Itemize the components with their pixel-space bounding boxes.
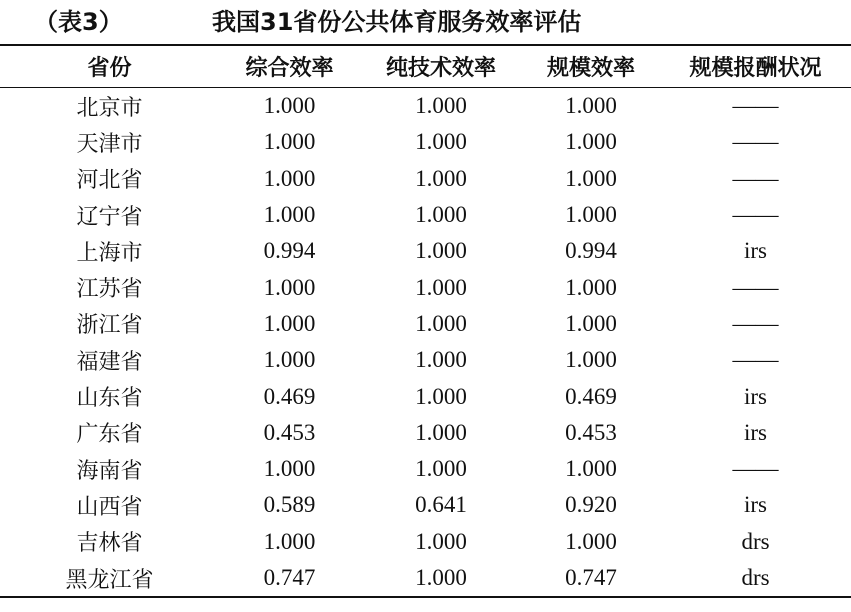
pure-technical-efficiency-cell: 1.000 [415, 456, 467, 482]
overall-efficiency-cell: 0.589 [263, 492, 316, 518]
overall-efficiency-cell: 1.000 [263, 456, 316, 482]
header-scale-efficiency: 规模效率 [546, 56, 635, 81]
header-overall-efficiency: 综合效率 [245, 56, 334, 81]
province-cell: 江苏省 [76, 277, 143, 303]
scale-efficiency-cell: 0.920 [565, 492, 617, 518]
pure-technical-efficiency-cell: 1.000 [415, 202, 467, 228]
pure-technical-efficiency-cell: 1.000 [415, 129, 467, 155]
scale-efficiency-cell: 1.000 [565, 129, 617, 155]
header-returns-to-scale: 规模报酬状况 [689, 56, 822, 81]
province-cell: 浙江省 [76, 313, 143, 339]
scale-efficiency-cell: 1.000 [565, 202, 617, 228]
province-cell: 天津市 [76, 131, 143, 157]
scale-efficiency-cell: 0.453 [565, 419, 617, 445]
scale-efficiency-cell: 1.000 [565, 456, 617, 482]
scale-efficiency-cell: 1.000 [565, 93, 617, 119]
table-row [0, 451, 851, 487]
pure-technical-efficiency-cell: 1.000 [415, 310, 467, 336]
overall-efficiency-cell: 1.000 [263, 528, 316, 554]
returns-to-scale-cell: irs [744, 238, 767, 264]
table-number: （表3） [34, 8, 123, 36]
table-row [0, 560, 851, 596]
province-cell: 河北省 [76, 168, 143, 194]
returns-to-scale-cell: —— [732, 165, 779, 191]
overall-efficiency-cell: 1.000 [263, 202, 316, 228]
overall-efficiency-cell: 1.000 [263, 274, 316, 300]
overall-efficiency-cell: 1.000 [263, 165, 316, 191]
pure-technical-efficiency-cell: 1.000 [415, 165, 467, 191]
table-row [0, 269, 851, 305]
overall-efficiency-cell: 1.000 [263, 347, 316, 373]
returns-to-scale-cell: —— [732, 202, 779, 228]
returns-to-scale-cell: —— [732, 129, 779, 155]
province-cell: 福建省 [76, 349, 143, 375]
pure-technical-efficiency-cell: 1.000 [415, 274, 467, 300]
province-cell: 广东省 [76, 422, 143, 448]
header-pure-technical-efficiency: 纯技术效率 [385, 56, 496, 81]
pure-technical-efficiency-cell: 1.000 [415, 93, 467, 119]
province-cell: 吉林省 [76, 531, 143, 557]
pure-technical-efficiency-cell: 1.000 [415, 238, 467, 264]
pure-technical-efficiency-cell: 1.000 [415, 419, 467, 445]
bottom-rule [0, 596, 851, 598]
province-cell: 山东省 [76, 386, 143, 412]
pure-technical-efficiency-cell: 1.000 [415, 528, 467, 554]
table-title: 我国31省份公共体育服务效率评估 [212, 8, 582, 36]
pure-technical-efficiency-cell: 1.000 [415, 383, 467, 409]
table-body [0, 88, 851, 596]
table-row [0, 233, 851, 269]
table-row [0, 124, 851, 160]
returns-to-scale-cell: drs [741, 528, 770, 554]
scale-efficiency-cell: 1.000 [565, 165, 617, 191]
table-row [0, 378, 851, 414]
scale-efficiency-cell: 1.000 [565, 347, 617, 373]
overall-efficiency-cell: 0.994 [263, 238, 316, 264]
pure-technical-efficiency-cell: 1.000 [415, 347, 467, 373]
province-cell: 北京市 [76, 95, 143, 121]
returns-to-scale-cell: drs [741, 565, 770, 590]
scale-efficiency-cell: 1.000 [565, 274, 617, 300]
table-row [0, 342, 851, 378]
overall-efficiency-cell: 1.000 [263, 129, 316, 155]
scale-efficiency-cell: 1.000 [565, 310, 617, 336]
overall-efficiency-cell: 1.000 [263, 93, 316, 119]
table-header [0, 46, 851, 87]
overall-efficiency-cell: 1.000 [263, 310, 316, 336]
pure-technical-efficiency-cell: 0.641 [415, 492, 467, 518]
returns-to-scale-cell: irs [744, 383, 767, 409]
scale-efficiency-cell: 1.000 [565, 528, 617, 554]
table-row [0, 306, 851, 342]
overall-efficiency-cell: 0.453 [263, 419, 316, 445]
table-row [0, 415, 851, 451]
province-cell: 辽宁省 [76, 204, 143, 230]
pure-technical-efficiency-cell: 1.000 [415, 565, 467, 590]
province-cell: 海南省 [76, 458, 143, 484]
table-row [0, 88, 851, 124]
returns-to-scale-cell: irs [744, 419, 767, 445]
overall-efficiency-cell: 0.747 [263, 565, 316, 590]
returns-to-scale-cell: —— [732, 93, 779, 119]
table-row [0, 197, 851, 233]
returns-to-scale-cell: —— [732, 274, 779, 300]
table-caption [0, 0, 851, 44]
returns-to-scale-cell: —— [732, 347, 779, 373]
scale-efficiency-cell: 0.747 [565, 565, 617, 590]
table-row [0, 524, 851, 560]
table-row [0, 487, 851, 523]
returns-to-scale-cell: irs [744, 492, 767, 518]
scale-efficiency-cell: 0.994 [565, 238, 617, 264]
province-cell: 山西省 [76, 494, 143, 520]
overall-efficiency-cell: 0.469 [263, 383, 316, 409]
table-row [0, 161, 851, 197]
returns-to-scale-cell: —— [732, 456, 779, 482]
province-cell: 上海市 [76, 240, 143, 266]
province-cell: 黑龙江省 [65, 567, 154, 593]
header-province: 省份 [87, 56, 132, 81]
scale-efficiency-cell: 0.469 [565, 383, 617, 409]
returns-to-scale-cell: —— [732, 310, 779, 336]
